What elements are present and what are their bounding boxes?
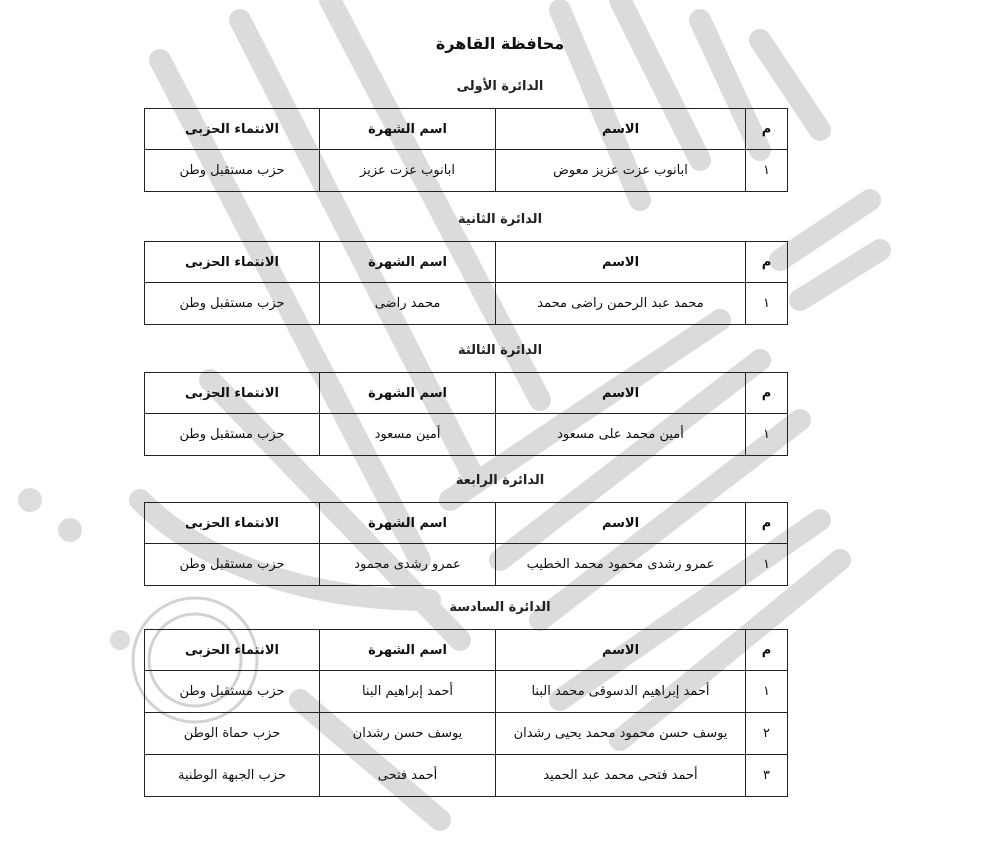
header-popular-name: اسم الشهرة — [320, 503, 496, 544]
cell-name: محمد عبد الرحمن راضى محمد — [496, 283, 746, 325]
cell-name: أمين محمد على مسعود — [496, 414, 746, 456]
cell-num: ٣ — [746, 755, 788, 797]
circuit-table — [144, 502, 788, 586]
cell-popular-name: أحمد إبراهيم البنا — [320, 671, 496, 713]
cell-popular-name: أمين مسعود — [320, 414, 496, 456]
header-num: م — [746, 503, 788, 544]
table-row — [145, 713, 788, 755]
cell-party: حزب مستقبل وطن — [145, 544, 320, 586]
cell-party: حزب حماة الوطن — [145, 713, 320, 755]
table-row — [145, 414, 788, 456]
cell-name: أحمد فتحى محمد عبد الحميد — [496, 755, 746, 797]
cell-party: حزب مستقبل وطن — [145, 283, 320, 325]
header-name: الاسم — [496, 242, 746, 283]
cell-num: ١ — [746, 671, 788, 713]
header-num: م — [746, 109, 788, 150]
circuit-title: الدائرة الأولى — [456, 79, 544, 94]
cell-num: ١ — [746, 283, 788, 325]
cell-name: أحمد إبراهيم الدسوقى محمد البنا — [496, 671, 746, 713]
header-party: الانتماء الحزبى — [145, 242, 320, 283]
cell-num: ١ — [746, 544, 788, 586]
circuit-title: الدائرة الثالثة — [457, 343, 543, 358]
circuit-table — [144, 241, 788, 325]
header-party: الانتماء الحزبى — [145, 373, 320, 414]
header-popular-name: اسم الشهرة — [320, 630, 496, 671]
table-header-row — [145, 630, 788, 671]
table-row — [145, 150, 788, 192]
circuit-table — [144, 372, 788, 456]
header-party: الانتماء الحزبى — [145, 503, 320, 544]
header-name: الاسم — [496, 503, 746, 544]
header-party: الانتماء الحزبى — [145, 630, 320, 671]
cell-popular-name: أحمد فتحى — [320, 755, 496, 797]
circuit-title: الدائرة الرابعة — [455, 473, 545, 488]
cell-name: عمرو رشدى محمود محمد الخطيب — [496, 544, 746, 586]
header-name: الاسم — [496, 630, 746, 671]
header-popular-name: اسم الشهرة — [320, 242, 496, 283]
header-name: الاسم — [496, 373, 746, 414]
table-header-row — [145, 373, 788, 414]
table-header-row — [145, 503, 788, 544]
cell-num: ١ — [746, 414, 788, 456]
governorate-title: محافظة القاهرة — [435, 34, 565, 53]
table-row — [145, 755, 788, 797]
table-row — [145, 544, 788, 586]
header-num: م — [746, 630, 788, 671]
circuit-title: الدائرة السادسة — [449, 600, 551, 615]
table-row — [145, 671, 788, 713]
header-name: الاسم — [496, 109, 746, 150]
cell-name: ابانوب عزت عزيز معوض — [496, 150, 746, 192]
table-row — [145, 283, 788, 325]
header-party: الانتماء الحزبى — [145, 109, 320, 150]
cell-name: يوسف حسن محمود محمد يحيى رشدان — [496, 713, 746, 755]
cell-party: حزب مستقبل وطن — [145, 150, 320, 192]
table-header-row — [145, 242, 788, 283]
header-popular-name: اسم الشهرة — [320, 373, 496, 414]
cell-popular-name: يوسف حسن رشدان — [320, 713, 496, 755]
cell-num: ١ — [746, 150, 788, 192]
cell-party: حزب مستقبل وطن — [145, 414, 320, 456]
header-num: م — [746, 373, 788, 414]
circuit-title: الدائرة الثانية — [457, 212, 543, 227]
header-popular-name: اسم الشهرة — [320, 109, 496, 150]
cell-popular-name: ابانوب عزت عزيز — [320, 150, 496, 192]
cell-popular-name: عمرو رشدى محمود — [320, 544, 496, 586]
circuit-table — [144, 108, 788, 192]
cell-party: حزب مستقبل وطن — [145, 671, 320, 713]
cell-popular-name: محمد راضى — [320, 283, 496, 325]
circuit-table — [144, 629, 788, 797]
table-header-row — [145, 109, 788, 150]
header-num: م — [746, 242, 788, 283]
cell-num: ٢ — [746, 713, 788, 755]
cell-party: حزب الجبهة الوطنية — [145, 755, 320, 797]
